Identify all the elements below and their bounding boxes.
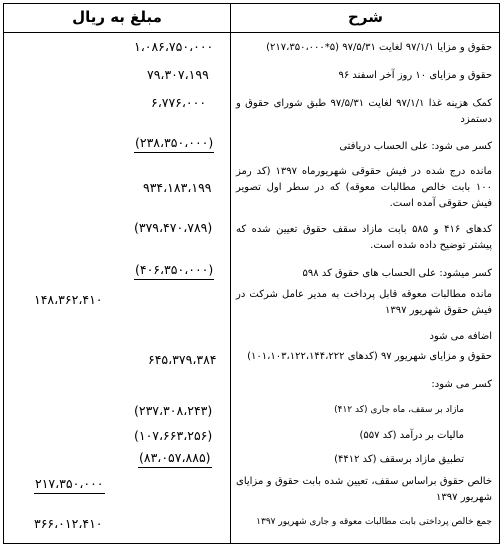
row-desc-payslip-balance: مانده درج شده در فیش حقوقی شهریورماه ۱۳۹۷ (کد رمز ۱۰۰ بابت خالص مطالبات معوقه) که در سطر اول تصویر فیش حقوقی آمده است. — [236, 166, 492, 209]
total-net-salary: ۲۱۷،۳۵۰،۰۰۰ — [34, 476, 105, 494]
amount-cap-adjustment: (۸۳،۰۵۷،۸۸۵) — [138, 450, 212, 468]
row-desc-total-net-payment: جمع خالص پرداختی بابت مطالبات معوقه و جاری شهریور ۱۳۹۷ — [256, 517, 492, 527]
row-desc-cap-adjustment: تطبیق مازاد برسقف (کد ۴۴۱۲) — [334, 454, 464, 465]
row-desc-cap-excess-codes: کدهای ۴۱۶ و ۵۸۵ بابت مازاد سقف حقوق تعیین شده که پیشتر توضیح داده شده است. — [236, 224, 493, 251]
amount-cap-excess-codes: (۳۷۹،۴۷۰،۷۸۹) — [134, 220, 213, 235]
header-divider — [4, 32, 499, 33]
amount-salary-10-days: ۷۹،۳۰۷،۱۹۹ — [147, 67, 209, 82]
row-desc-current-cap-excess: مازاد بر سقف، ماه جاری (کد ۴۱۲) — [334, 405, 464, 415]
amount-advance-deduction: (۲۳۸،۳۵۰،۰۰۰) — [134, 135, 214, 153]
row-desc-advance-code-598: کسر میشود: علی الحساب های حقوق کد ۵۹۸ — [302, 268, 492, 279]
amount-payslip-balance: ۹۳۴،۱۸۳،۱۹۹ — [143, 180, 212, 195]
row-desc-net-salary: خالص حقوق براساس سقف، تعیین شده بابت حقوق و مزایای شهریور ۱۳۹۷ — [236, 476, 492, 503]
total-payable-balance: ۱۴۸،۳۶۲،۴۱۰ — [34, 292, 103, 307]
row-desc-salary-10-days: حقوق و مزایای ۱۰ روز آخر اسفند ۹۶ — [338, 70, 492, 81]
amount-income-tax: (۱۰۷،۶۶۳،۲۵۶) — [134, 428, 213, 443]
statement-table — [3, 3, 500, 544]
amount-shahrivar-salary: ۶۴۵،۳۷۹،۳۸۴ — [148, 352, 217, 367]
column-divider — [230, 4, 231, 543]
amount-salary-5-months: ۱،۰۸۶،۷۵۰،۰۰۰ — [134, 39, 214, 54]
amount-column-header: مبلغ به ریال — [72, 8, 162, 26]
row-desc-food-allowance: کمک هزینه غذا ۹۷/۱/۱ لغایت ۹۷/۵/۳۱ طبق شورای حقوق و دستمزد — [236, 98, 492, 125]
total-net-payment: ۳۶۶،۰۱۲،۴۱۰ — [34, 516, 103, 531]
amount-advance-code-598: (۴۰۶،۳۵۰،۰۰۰) — [134, 262, 214, 280]
amount-food-allowance: ۶،۷۷۶،۰۰۰ — [151, 95, 207, 110]
row-desc-addition-label: اضافه می شود — [429, 331, 492, 342]
row-desc-advance-deduction: کسر می شود: علی الحساب دریافتی — [339, 141, 492, 152]
row-desc-salary-5-months: حقوق و مزایا ۹۷/۱/۱ لغایت ۹۷/۵/۳۱ (۵*۲۱۷،۳۵۰،۰۰۰) — [266, 42, 492, 53]
description-column-header: شرح — [348, 8, 383, 26]
row-desc-shahrivar-salary: حقوق و مزایای شهریور ۹۷ (کدهای ۱۰۱،۱۰۳،۱۲۲،۱۴۴،۲۲۲) — [247, 351, 492, 362]
row-desc-deduction-label: کسر می شود: — [431, 379, 492, 390]
amount-current-cap-excess: (۲۳۷،۳۰۸،۲۴۳) — [134, 403, 213, 418]
row-desc-payable-balance: مانده مطالبات معوقه قابل پرداخت به مدیر عامل شرکت در فیش حقوق شهریور ۱۳۹۷ — [236, 289, 492, 316]
row-desc-income-tax: مالیات بر درآمد (کد ۵۵۷) — [359, 430, 464, 441]
